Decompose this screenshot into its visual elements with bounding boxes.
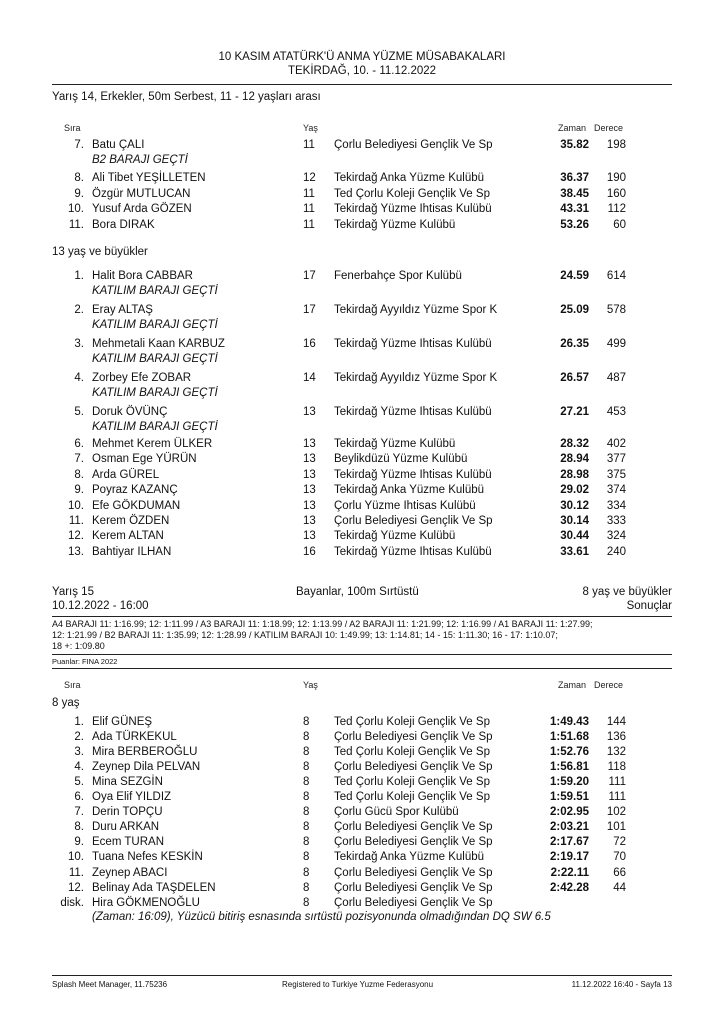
swimmer-age: 17 — [303, 304, 316, 316]
result-points: 144 — [606, 716, 626, 728]
result-rank: 11. — [68, 218, 84, 231]
club-name: Çorlu Belediyesi Gençlik Ve Sp — [334, 515, 493, 527]
meet-location-date: TEKİRDAĞ, 10. - 11.12.2022 — [287, 65, 437, 77]
result-points: 578 — [606, 304, 626, 316]
result-rank: 4. — [74, 372, 84, 384]
swimmer-age: 16 — [303, 545, 316, 558]
swimmer-age: 14 — [303, 372, 316, 384]
swimmer-age: 13 — [303, 438, 316, 450]
qualification-note: KATILIM BARAJI GEÇTİ — [92, 319, 218, 331]
result-rank: 2. — [74, 304, 84, 316]
swimmer-name: Yusuf Arda GÖZEN — [92, 203, 192, 215]
result-time: 28.98 — [560, 468, 589, 481]
result-time: 30.14 — [560, 515, 589, 527]
result-time: 2:02.95 — [549, 806, 589, 819]
club-name: Çorlu Yüzme Ihtisas Kulübü — [334, 499, 476, 512]
club-name: Beylikdüzü Yüzme Kulübü — [334, 453, 468, 466]
age-group-label: 13 yaş ve büyükler — [52, 246, 148, 258]
result-rank: 10. — [68, 203, 84, 215]
result-row — [0, 821, 724, 836]
result-time: 28.32 — [560, 438, 589, 450]
result-rank: 9. — [74, 484, 84, 497]
swimmer-age: 8 — [303, 881, 310, 894]
result-time: 35.82 — [560, 139, 589, 151]
club-name: Tekirdağ Ayyıldız Yüzme Spor K — [334, 372, 498, 384]
swimmer-name: Zeynep Dila PELVAN — [92, 761, 201, 774]
result-time: 2:03.21 — [549, 821, 589, 834]
club-name: Ted Çorlu Koleji Gençlik Ve Sp — [334, 187, 490, 200]
result-row — [0, 438, 724, 453]
swimmer-age: 11 — [303, 139, 315, 151]
swimmer-age: 11 — [303, 218, 315, 231]
result-row — [0, 761, 724, 776]
swimmer-name: Duru ARKAN — [92, 821, 160, 834]
swimmer-age: 8 — [303, 851, 310, 864]
meet-title: 10 KASIM ATATÜRK'Ü ANMA YÜZME MÜSABAKALARI — [218, 51, 506, 63]
swimmer-name: Doruk ÖVÜNÇ — [92, 406, 168, 418]
result-rank: 6. — [74, 438, 84, 450]
result-row — [0, 500, 724, 515]
swimmer-age: 8 — [303, 761, 310, 774]
result-points: 66 — [613, 866, 626, 879]
swimmer-age: 13 — [303, 406, 316, 418]
swimmer-age: 13 — [303, 484, 316, 497]
event-15-divider-mid — [52, 654, 672, 655]
result-rank: 4. — [74, 761, 84, 774]
result-rank: 5. — [74, 776, 84, 789]
swimmer-name: Mina SEZGİN — [92, 776, 163, 789]
swimmer-name: Eray ALTAŞ — [92, 304, 153, 316]
col-rank-header: Sıra — [64, 680, 81, 690]
result-time: 28.94 — [560, 453, 589, 466]
result-points: 102 — [606, 806, 626, 819]
result-time: 1:51.68 — [549, 731, 589, 744]
event-15-stroke: Bayanlar, 100m Sırtüstü — [296, 586, 419, 598]
qualification-note: KATILIM BARAJI GEÇTİ — [92, 387, 218, 399]
col-age-header: Yaş — [303, 123, 318, 133]
header-divider — [52, 84, 672, 85]
swimmer-age: 13 — [303, 499, 316, 512]
result-time: 1:56.81 — [549, 761, 589, 774]
swimmer-name: Kerem ÖZDEN — [92, 515, 170, 527]
result-row — [0, 453, 724, 468]
swimmer-age: 11 — [303, 187, 315, 200]
points-note: Puanlar: FINA 2022 — [52, 657, 118, 666]
result-time: 1:59.20 — [549, 776, 589, 789]
footer-registered: Registered to Turkiye Yuzme Federasyonu — [282, 980, 434, 989]
result-row — [0, 469, 724, 484]
swimmer-name: Bora DIRAK — [92, 218, 155, 231]
result-points: 499 — [606, 338, 626, 350]
result-rank: 8. — [74, 468, 84, 481]
swimmer-name: Zeynep ABACI — [92, 866, 168, 879]
result-rank: 7. — [74, 453, 84, 466]
age-group-label: 8 yaş — [52, 697, 80, 709]
result-points: 112 — [607, 203, 626, 215]
swimmer-name: Elif GÜNEŞ — [92, 716, 153, 728]
qualifying-line-3: 18 +: 1:09.80 — [52, 641, 105, 651]
result-rank: 7. — [74, 139, 84, 151]
club-name: Tekirdağ Yüzme Ihtisas Kulübü — [334, 406, 492, 418]
swimmer-name: Ali Tibet YEŞİLLETEN — [92, 172, 206, 184]
swimmer-name: Oya Elif YILDIZ — [92, 791, 172, 804]
result-rank: 10. — [68, 851, 84, 864]
result-points: 72 — [613, 836, 626, 849]
result-time: 24.59 — [560, 270, 589, 282]
club-name: Fenerbahçe Spor Kulübü — [334, 270, 462, 282]
result-time: 2:17.67 — [549, 836, 589, 849]
result-row — [0, 406, 724, 421]
qualifying-times — [52, 619, 674, 652]
club-name: Tekirdağ Ayyıldız Yüzme Spor K — [334, 304, 498, 316]
club-name: Çorlu Belediyesi Gençlik Ve Sp — [334, 866, 493, 879]
col-points-header: Derece — [594, 123, 624, 133]
result-row — [0, 791, 724, 806]
result-points: 118 — [607, 761, 626, 774]
swimmer-age: 16 — [303, 338, 316, 350]
club-name: Çorlu Belediyesi Gençlik Ve Sp — [334, 139, 493, 151]
event-15-divider-bottom — [52, 668, 672, 669]
result-points: 44 — [613, 881, 626, 894]
swimmer-age: 8 — [303, 806, 310, 819]
club-name: Çorlu Belediyesi Gençlik Ve Sp — [334, 731, 493, 744]
result-time: 2:22.11 — [550, 866, 589, 879]
result-row — [0, 882, 724, 897]
result-time: 36.37 — [560, 172, 589, 184]
result-rank: 1. — [74, 716, 84, 728]
swimmer-age: 8 — [303, 731, 310, 744]
club-name: Tekirdağ Anka Yüzme Kulübü — [334, 172, 485, 184]
result-row — [0, 484, 724, 499]
result-points: 374 — [606, 484, 626, 497]
result-rank: 1. — [74, 270, 84, 282]
swimmer-name: Mira BERBEROĞLU — [92, 746, 198, 759]
swimmer-name: Mehmet Kerem ÜLKER — [92, 438, 213, 450]
result-row — [0, 867, 724, 882]
result-row — [0, 172, 724, 187]
result-rank: 6. — [74, 791, 84, 804]
result-time: 2:42.28 — [549, 881, 589, 894]
result-points: 375 — [606, 468, 626, 481]
result-row — [0, 270, 724, 285]
result-row — [0, 219, 724, 234]
swimmer-age: 8 — [303, 896, 310, 909]
swimmer-name: Belinay Ada TAŞDELEN — [92, 881, 216, 894]
result-rank: 3. — [74, 338, 84, 350]
col-time-header: Zaman — [558, 123, 587, 133]
swimmer-name: Ada TÜRKEKUL — [92, 731, 177, 744]
result-points: 377 — [606, 453, 626, 466]
swimmer-age: 8 — [303, 791, 310, 804]
result-rank: 7. — [74, 806, 84, 819]
result-points: 132 — [606, 746, 626, 759]
club-name: Tekirdağ Anka Yüzme Kulübü — [334, 851, 485, 864]
swimmer-name: Kerem ALTAN — [92, 530, 164, 543]
event-14-title: Yarış 14, Erkekler, 50m Serbest, 11 - 12 yaşları arası — [52, 91, 321, 103]
result-row — [0, 338, 724, 353]
result-points: 334 — [606, 499, 626, 512]
result-points: 402 — [606, 438, 626, 450]
swimmer-name: Özgür MUTLUCAN — [92, 187, 191, 200]
result-points: 70 — [613, 851, 626, 864]
col-time-header: Zaman — [558, 680, 587, 690]
result-time: 2:19.17 — [549, 851, 589, 864]
result-points: 333 — [606, 515, 626, 527]
result-row — [0, 731, 724, 746]
result-points: 487 — [606, 372, 626, 384]
result-row — [0, 515, 724, 530]
result-points: 101 — [606, 821, 626, 834]
result-rank: 5. — [74, 406, 84, 418]
result-rank: 11. — [68, 866, 84, 879]
result-time: 33.61 — [560, 545, 589, 558]
footer-page-info: 11.12.2022 16:40 - Sayfa 13 — [571, 980, 672, 989]
swimmer-age: 13 — [303, 530, 316, 543]
result-rank: disk. — [60, 896, 84, 909]
club-name: Çorlu Gücü Spor Kulübü — [334, 806, 459, 819]
result-points: 240 — [606, 545, 626, 558]
result-row — [0, 776, 724, 791]
result-points: 190 — [606, 172, 626, 184]
result-time: 25.09 — [560, 304, 589, 316]
result-row — [0, 530, 724, 545]
result-rank: 8. — [74, 821, 84, 834]
club-name: Ted Çorlu Koleji Gençlik Ve Sp — [334, 746, 490, 759]
result-rank: 13. — [68, 545, 84, 558]
club-name: Çorlu Belediyesi Gençlik Ve Sp — [334, 821, 493, 834]
swimmer-name: Osman Ege YÜRÜN — [92, 453, 197, 466]
result-rank: 11. — [68, 515, 84, 527]
result-time: 26.57 — [560, 372, 589, 384]
swimmer-name: Derin TOPÇU — [92, 806, 163, 819]
result-time: 38.45 — [560, 187, 589, 200]
club-name: Ted Çorlu Koleji Gençlik Ve Sp — [334, 716, 490, 728]
swimmer-name: Ecem TURAN — [92, 836, 164, 849]
qualification-note: KATILIM BARAJI GEÇTİ — [92, 353, 218, 365]
result-points: 160 — [606, 187, 626, 200]
result-time: 43.31 — [560, 203, 589, 215]
swimmer-age: 13 — [303, 468, 316, 481]
event-15-datetime: 10.12.2022 - 16:00 — [52, 600, 149, 612]
result-rank: 12. — [68, 530, 84, 543]
result-points: 111 — [608, 791, 626, 804]
swimmer-name: Bahtiyar ILHAN — [92, 545, 172, 558]
swimmer-name: Halit Bora CABBAR — [92, 270, 193, 282]
result-row — [0, 897, 724, 912]
result-row — [0, 203, 724, 218]
result-row — [0, 188, 724, 203]
qualification-note: B2 BARAJI GEÇTİ — [92, 154, 188, 166]
result-row — [0, 851, 724, 866]
swimmer-name: Poyraz KAZANÇ — [92, 484, 178, 497]
club-name: Tekirdağ Yüzme Kulübü — [334, 218, 456, 231]
event-15-number: Yarış 15 — [52, 586, 94, 598]
swimmer-name: Tuana Nefes KESKİN — [92, 851, 203, 864]
result-rank: 12. — [68, 881, 84, 894]
result-time: 27.21 — [560, 406, 589, 418]
result-row — [0, 716, 724, 731]
result-rank: 9. — [74, 836, 84, 849]
swimmer-age: 8 — [303, 866, 310, 879]
club-name: Çorlu Belediyesi Gençlik Ve Sp — [334, 761, 493, 774]
result-points: 136 — [606, 731, 626, 744]
result-points: 60 — [613, 218, 626, 231]
qualification-note: KATILIM BARAJI GEÇTİ — [92, 421, 218, 433]
qualifying-line-2: 12: 1:21.99 / B2 BARAJI 11: 1:35.99; 12: 1:28.99 / KATILIM BARAJI 10: 1:49.99; 13: 1:14.81; 14 - 15: 1:11.30; 16 - 17: 1:10.07; — [52, 630, 558, 640]
result-rank: 2. — [74, 731, 84, 744]
result-points: 324 — [606, 530, 626, 543]
event-15-results-label: Sonuçlar — [626, 600, 672, 612]
result-rank: 3. — [74, 746, 84, 759]
result-time: 30.44 — [560, 530, 589, 543]
result-points: 111 — [608, 776, 626, 789]
club-name: Tekirdağ Yüzme Ihtisas Kulübü — [334, 468, 492, 481]
col-rank-header: Sıra — [64, 123, 81, 133]
result-time: 1:49.43 — [549, 716, 589, 728]
qualifying-line-1: A4 BARAJI 11: 1:16.99; 12: 1:11.99 / A3 BARAJI 11: 1:18.99; 12: 1:13.99 / A2 BARAJI 11: 1:21.99; 12: 1:16.99 / A1 BARAJI 11: 1:27.99; — [52, 619, 593, 629]
swimmer-age: 13 — [303, 453, 316, 466]
swimmer-age: 8 — [303, 836, 310, 849]
club-name: Tekirdağ Yüzme Ihtisas Kulübü — [334, 545, 492, 558]
swimmer-age: 17 — [303, 270, 316, 282]
club-name: Tekirdağ Anka Yüzme Kulübü — [334, 484, 485, 497]
club-name: Ted Çorlu Koleji Gençlik Ve Sp — [334, 776, 490, 789]
event-15-divider-top — [52, 616, 672, 617]
swimmer-age: 8 — [303, 716, 310, 728]
swimmer-name: Arda GÜREL — [92, 468, 160, 481]
club-name: Tekirdağ Yüzme Ihtisas Kulübü — [334, 338, 492, 350]
result-rank: 10. — [68, 499, 84, 512]
result-rank: 8. — [74, 172, 84, 184]
footer-divider — [52, 975, 672, 976]
club-name: Tekirdağ Yüzme Kulübü — [334, 438, 456, 450]
club-name: Tekirdağ Yüzme Kulübü — [334, 530, 456, 543]
event-15-age-group: 8 yaş ve büyükler — [582, 586, 672, 598]
swimmer-age: 8 — [303, 776, 310, 789]
result-row — [0, 372, 724, 387]
result-row — [0, 139, 724, 154]
result-row — [0, 304, 724, 319]
disqualification-note: (Zaman: 16:09), Yüzücü bitiriş esnasında sırtüstü pozisyonunda olmadığından DQ SW 6.5 — [92, 911, 551, 923]
club-name: Çorlu Belediyesi Gençlik Ve Sp — [334, 836, 493, 849]
club-name: Çorlu Belediyesi Gençlik Ve Sp — [334, 896, 493, 909]
swimmer-name: Batu ÇALI — [92, 139, 145, 151]
club-name: Tekirdağ Yüzme Ihtisas Kulübü — [334, 203, 492, 215]
result-points: 453 — [606, 406, 626, 418]
result-rank: 9. — [74, 187, 84, 200]
swimmer-age: 12 — [303, 172, 316, 184]
result-time: 1:59.51 — [549, 791, 589, 804]
result-points: 198 — [606, 139, 626, 151]
result-time: 1:52.76 — [549, 746, 589, 759]
result-row — [0, 746, 724, 761]
footer-software: Splash Meet Manager, 11.75236 — [52, 980, 168, 989]
club-name: Ted Çorlu Koleji Gençlik Ve Sp — [334, 791, 490, 804]
swimmer-age: 8 — [303, 821, 310, 834]
result-time: 53.26 — [560, 218, 589, 231]
result-row — [0, 836, 724, 851]
club-name: Çorlu Belediyesi Gençlik Ve Sp — [334, 881, 493, 894]
swimmer-age: 8 — [303, 746, 310, 759]
swimmer-name: Zorbey Efe ZOBAR — [92, 372, 192, 384]
col-age-header: Yaş — [303, 680, 318, 690]
swimmer-name: Mehmetali Kaan KARBUZ — [92, 338, 225, 350]
result-time: 29.02 — [560, 484, 589, 497]
result-row — [0, 806, 724, 821]
result-row — [0, 546, 724, 561]
result-time: 26.35 — [560, 338, 589, 350]
result-time: 30.12 — [560, 499, 589, 512]
swimmer-age: 13 — [303, 515, 316, 527]
result-points: 614 — [606, 270, 626, 282]
swimmer-name: Hira GÖKMENOĞLU — [92, 896, 200, 909]
swimmer-name: Efe GÖKDUMAN — [92, 499, 181, 512]
col-points-header: Derece — [594, 680, 624, 690]
qualification-note: KATILIM BARAJI GEÇTİ — [92, 285, 218, 297]
swimmer-age: 11 — [303, 203, 315, 215]
